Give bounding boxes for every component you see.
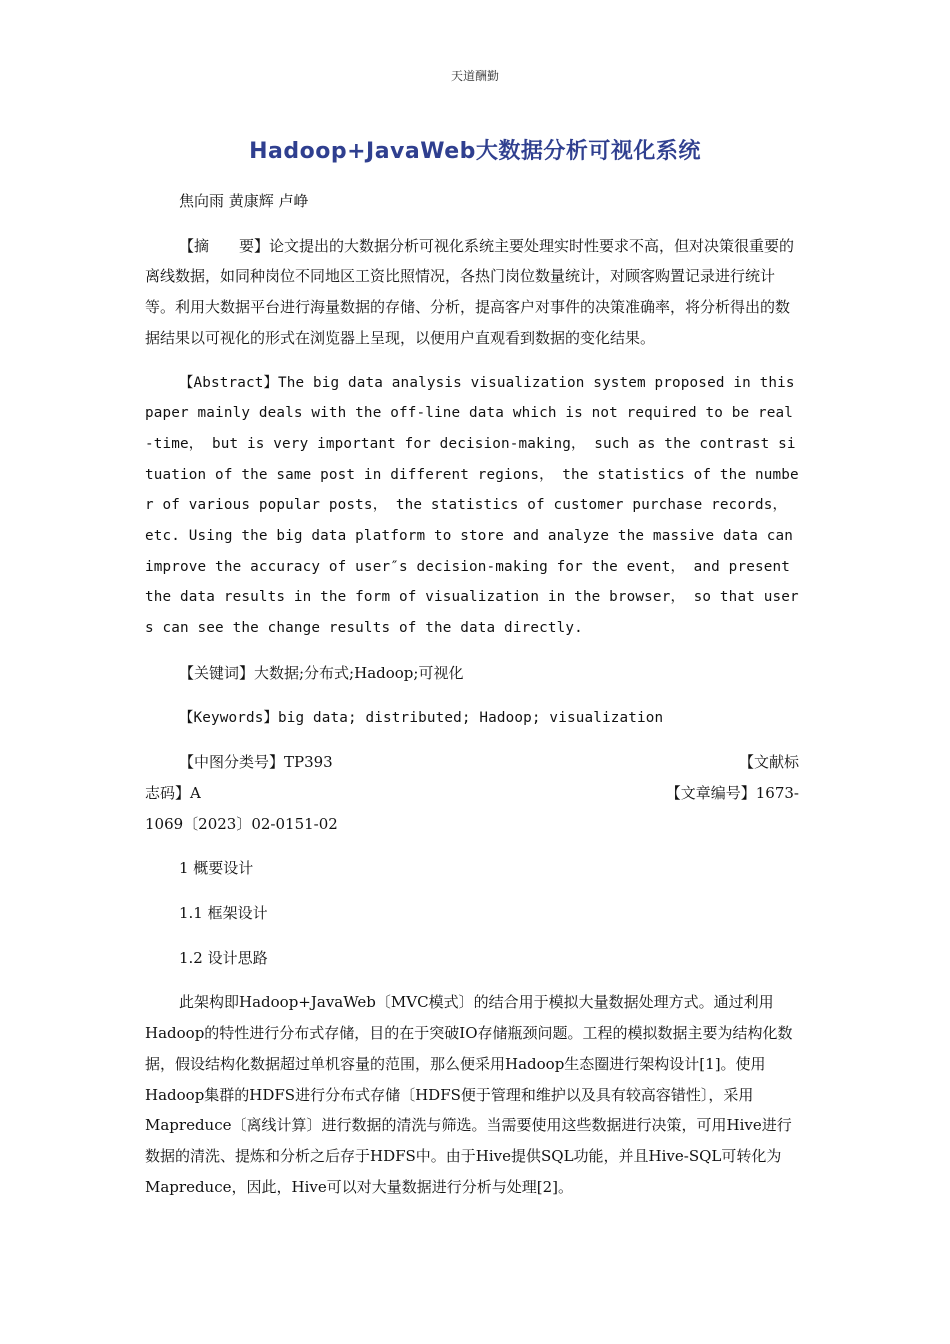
article-number-value: 1069〔2023〕02-0151-02 [145,814,338,833]
keywords-chinese: 【关键词】大数据;分布式;Hadoop;可视化 [179,663,464,682]
abstract-english: 【Abstract】The big data analysis visualization system proposed in this paper mainly deals with the off-line data which is not required to be real-time， but is very important for decision-making， such as the contrast situation of the same post in different regions， the statistics of the number of various popular posts， the statistics of customer purchase records， etc. Using the big data platform to store and analyze the massive data can improve the accuracy of user″s decision-making for the event， and present the data results in the form of visualization in the browser， so that users can see the change results of the data directly. [145,374,799,637]
abstract-chinese: 【摘 要】论文提出的大数据分析可视化系统主要处理实时性要求不高，但对决策很重要的离线数据，如同种岗位不同地区工资比照情况，各热门岗位数量统计，对顾客购置记录进行统计等。利用大数据平台进行海量数据的存储、分析，提高客户对事件的决策准确率，将分析得出的数据结果以可视化的形式在浏览器上呈现，以便用户直观看到数据的变化结果。 [145,236,795,347]
article-number-label: 【文章编号】1673- [665,783,799,802]
document-code-label: 【文献标 [738,753,799,772]
clc-number: 【中图分类号】TP393 [179,753,333,772]
document-code-value: 志码】A [145,783,201,802]
section-heading-1-1: 1.1 框架设计 [179,904,268,923]
section-heading-1: 1 概要设计 [179,859,254,878]
body-paragraph: 此架构即Hadoop+JavaWeb〔MVC模式〕的结合用于模拟大量数据处理方式。通过利用Hadoop的特性进行分布式存储，目的在于突破IO存储瓶颈问题。工程的模拟数据主要为结构化数据，假设结构化数据超过单机容量的范围，那么便采用Hadoop生态圈进行架构设计[1]。使用Hadoop集群的HDFS进行分布式存储〔HDFS便于管理和维护以及具有较高容错性〕，采用Mapreduce〔离线计算〕进行数据的清洗与筛选。当需要使用这些数据进行决策，可用Hive进行数据的清洗、提炼和分析之后存于HDFS中。由于Hive提供SQL功能，并且Hive-SQL可转化为Mapreduce，因此，Hive可以对大量数据进行分析与处理[2]。 [145,993,793,1196]
running-header: 天道酬勤 [450,69,499,83]
section-heading-1-2: 1.2 设计思路 [179,948,268,967]
classification-row-1 [145,747,799,778]
article-body [145,186,799,1202]
keywords-english: 【Keywords】big data; distributed; Hadoop; visualization [179,709,664,726]
classification-row-2 [145,778,799,809]
article-title: Hadoop+JavaWeb大数据分析可视化系统 [249,139,701,164]
author-line: 焦向雨 黄康辉 卢峥 [179,192,309,210]
